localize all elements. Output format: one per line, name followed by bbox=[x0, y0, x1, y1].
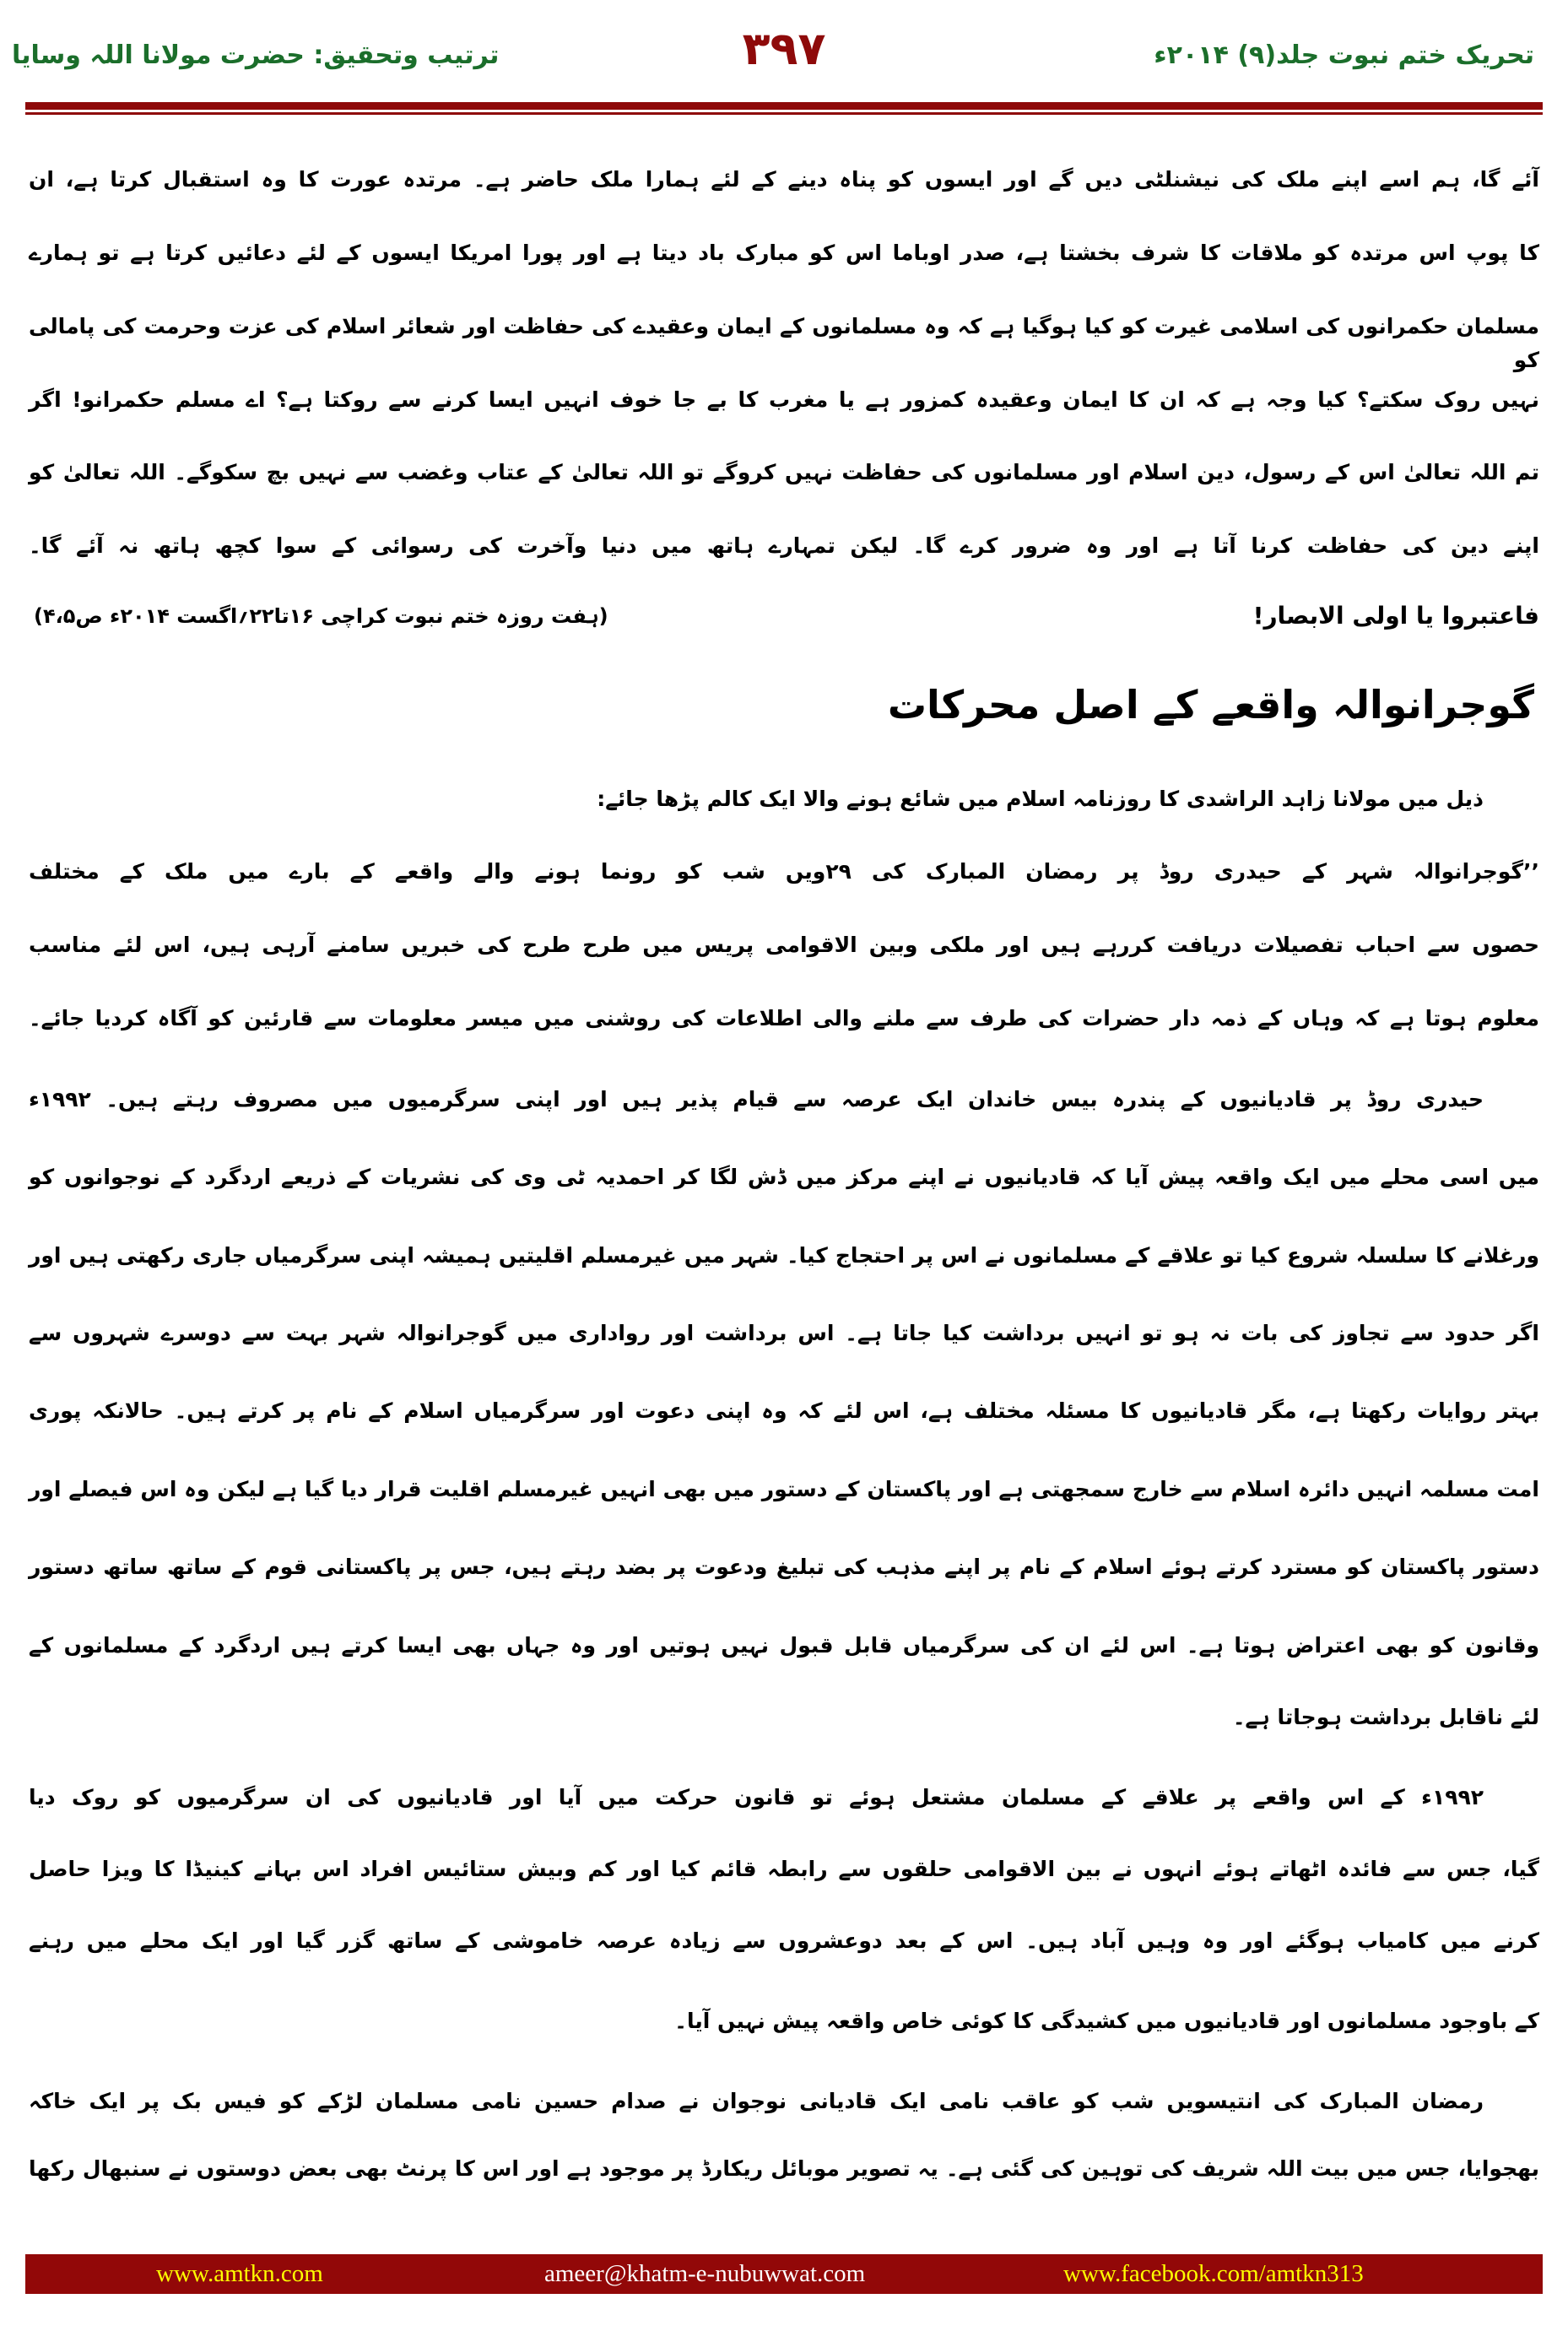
text-line: ’’گوجرانوالہ شہر کے حیدری روڈ پر رمضان المبارک کی ۲۹ویں شب کو رونما ہونے والے واقعے کے بارے میں ملک کے مختلف bbox=[29, 859, 1539, 884]
text-line: اگر حدود سے تجاوز کی بات نہ ہو تو انہیں برداشت کیا جاتا ہے۔ اس برداشت اور رواداری میں گوجرانوالہ شہر بہت سے دوسرے شہروں سے bbox=[29, 1321, 1539, 1345]
text-line: وقانون کو بھی اعتراض ہوتا ہے۔ اس لئے ان کی سرگرمیاں قابل قبول نہیں ہوتیں اور وہ جہاں بھی ایسا کرتے ہیں اردگرد کے مسلمانوں کے bbox=[29, 1633, 1539, 1658]
email-link[interactable]: ameer@khatm-e-nubuwwat.com bbox=[544, 2260, 866, 2287]
text-line: معلوم ہوتا ہے کہ وہاں کے ذمہ دار حضرات کی طرف سے ملنے والی اطلاعات کی روشنی میں میسر معلومات سے قارئین کو آگاہ کردیا جائے۔ bbox=[29, 1006, 1539, 1030]
website-link[interactable]: www.amtkn.com bbox=[156, 2260, 323, 2287]
text-line: گیا، جس سے فائدہ اٹھاتے ہوئے انہوں نے بین الاقوامی حلقوں سے رابطہ قائم کیا اور کم وبیش ستائیس افراد اس بہانے کینیڈا کا ویزا حاصل bbox=[29, 1857, 1539, 1881]
text-line: اپنے دین کی حفاظت کرنا آتا ہے اور وہ ضرور کرے گا۔ لیکن تمہارے ہاتھ میں دنیا وآخرت کی رسوائی کے سوا کچھ ہاتھ نہ آئے گا۔ bbox=[29, 533, 1539, 558]
header-divider-thin bbox=[25, 112, 1543, 115]
text-line: ورغلانے کا سلسلہ شروع کیا تو علاقے کے مسلمانوں نے اس پر احتجاج کیا۔ شہر میں غیرمسلم اقلیتیں ہمیشہ اپنی سرگرمیاں جاری رکھتی ہیں اور bbox=[29, 1243, 1539, 1268]
section-heading: گوجرانوالہ واقعے کے اصل محرکات bbox=[887, 682, 1534, 727]
text-line: کا پوپ اس مرتدہ کو ملاقات کا شرف بخشتا ہے، صدر اوباما اس کو مبارک باد دیتا ہے اور پورا امریکا ایسوں کے لئے دعائیں کرتا ہے تو ہمارے bbox=[29, 241, 1539, 265]
book-title: تحریک ختم نبوت جلد(۹) ۲۰۱۴ء bbox=[1154, 40, 1534, 70]
text-line: کرنے میں کامیاب ہوگئے اور وہ وہیں آباد ہیں۔ اس کے بعد دوعشروں سے زیادہ عرصہ خاموشی کے ساتھ گزر گیا اور ایک محلے میں رہنے bbox=[29, 1928, 1539, 1953]
citation: (ہفت روزہ ختم نبوت کراچی ۱۶تا۲۲؍اگست ۲۰۱۴ء ص۴،۵) bbox=[34, 604, 608, 628]
text-line: رمضان المبارک کی انتیسویں شب کو عاقب نامی ایک قادیانی نوجوان نے صدام حسین نامی مسلمان لڑکے کو فیس بک پر ایک خاکہ bbox=[29, 2089, 1484, 2113]
text-line: مسلمان حکمرانوں کی اسلامی غیرت کو کیا ہوگیا ہے کہ وہ مسلمانوں کے ایمان وعقیدے کی حفاظت اور شعائر اسلام کی عزت وحرمت کی پامالی کو bbox=[29, 314, 1539, 372]
text-line: حیدری روڈ پر قادیانیوں کے پندرہ بیس خاندان ایک عرصہ سے قیام پذیر ہیں اور اپنی سرگرمیوں میں مصروف رہتے ہیں۔ ۱۹۹۲ء bbox=[29, 1087, 1484, 1112]
text-line: بہتر روایات رکھتا ہے، مگر قادیانیوں کا مسئلہ مختلف ہے، اس لئے کہ وہ اپنی دعوت اور سرگرمیاں اسلام کے نام پر کرتے ہیں۔ حالانکہ پوری bbox=[29, 1398, 1539, 1423]
footer-band bbox=[25, 2254, 1543, 2294]
closing-phrase: فاعتبروا یا اولی الابصار! bbox=[1252, 602, 1539, 630]
text-line: ۱۹۹۲ء کے اس واقعے پر علاقے کے مسلمان مشتعل ہوئے تو قانون حرکت میں آیا اور قادیانیوں کی ان سرگرمیوں کو روک دیا bbox=[29, 1785, 1484, 1809]
text-line: بھجوایا، جس میں بیت اللہ شریف کی توہین کی گئی ہے۔ یہ تصویر موبائل ریکارڈ پر موجود ہے اور اس کا پرنٹ بھی بعض دوستوں نے سنبھال رکھا bbox=[29, 2156, 1539, 2181]
text-line: میں اسی محلے میں ایک واقعہ پیش آیا کہ قادیانیوں نے اپنے مرکز میں ڈش لگا کر احمدیہ ٹی وی کی نشریات کے ذریعے اردگرد کے نوجوانوں کو bbox=[29, 1165, 1539, 1189]
text-line: امت مسلمہ انہیں دائرہ اسلام سے خارج سمجھتی ہے اور پاکستان کے دستور میں بھی انہیں غیرمسلم اقلیت قرار دیا گیا ہے لیکن وہ اس فیصلے اور bbox=[29, 1477, 1539, 1501]
text-line: حصوں سے احباب تفصیلات دریافت کررہے ہیں اور ملکی وبین الاقوامی پریس میں طرح طرح کی خبریں سامنے آرہی ہیں، اس لئے مناسب bbox=[29, 933, 1539, 957]
text-line: نہیں روک سکتے؟ کیا وجہ ہے کہ ان کا ایمان وعقیدہ کمزور ہے یا مغرب کا بے جا خوف انہیں ایسا کرنے سے روکتا ہے؟ اے مسلم حکمرانو! اگر bbox=[29, 387, 1539, 412]
header-divider-thick bbox=[25, 102, 1543, 110]
facebook-link[interactable]: www.facebook.com/amtkn313 bbox=[1063, 2260, 1364, 2287]
intro-line: ذیل میں مولانا زاہد الراشدی کا روزنامہ اسلام میں شائع ہونے والا ایک کالم پڑھا جائے: bbox=[597, 787, 1484, 811]
text-line: دستور پاکستان کو مسترد کرتے ہوئے اسلام کے نام پر اپنے مذہب کی تبلیغ ودعوت پر بضد رہتے ہیں، جس پر پاکستانی قوم کے ساتھ ساتھ دستور bbox=[29, 1555, 1539, 1579]
text-line: آئے گا، ہم اسے اپنے ملک کی نیشنلٹی دیں گے اور ایسوں کو پناہ دینے کے لئے ہمارا ملک حاضر ہے۔ مرتدہ عورت کا وہ استقبال کرتا ہے، ان bbox=[29, 167, 1539, 192]
page-number: ۳۹۷ bbox=[742, 21, 826, 75]
text-line: کے باوجود مسلمانوں اور قادیانیوں میں کشیدگی کا کوئی خاص واقعہ پیش نہیں آیا۔ bbox=[674, 2009, 1539, 2033]
text-line: لئے ناقابل برداشت ہوجاتا ہے۔ bbox=[1232, 1705, 1539, 1729]
text-line: تم اللہ تعالیٰ اس کے رسول، دین اسلام اور مسلمانوں کی حفاظت نہیں کروگے تو اللہ تعالیٰ کے عتاب وغضب سے نہیں بچ سکوگے۔ اللہ تعالیٰ کو bbox=[29, 460, 1540, 484]
compiler-credit: ترتیب وتحقیق: حضرت مولانا اللہ وسایا bbox=[12, 40, 500, 70]
